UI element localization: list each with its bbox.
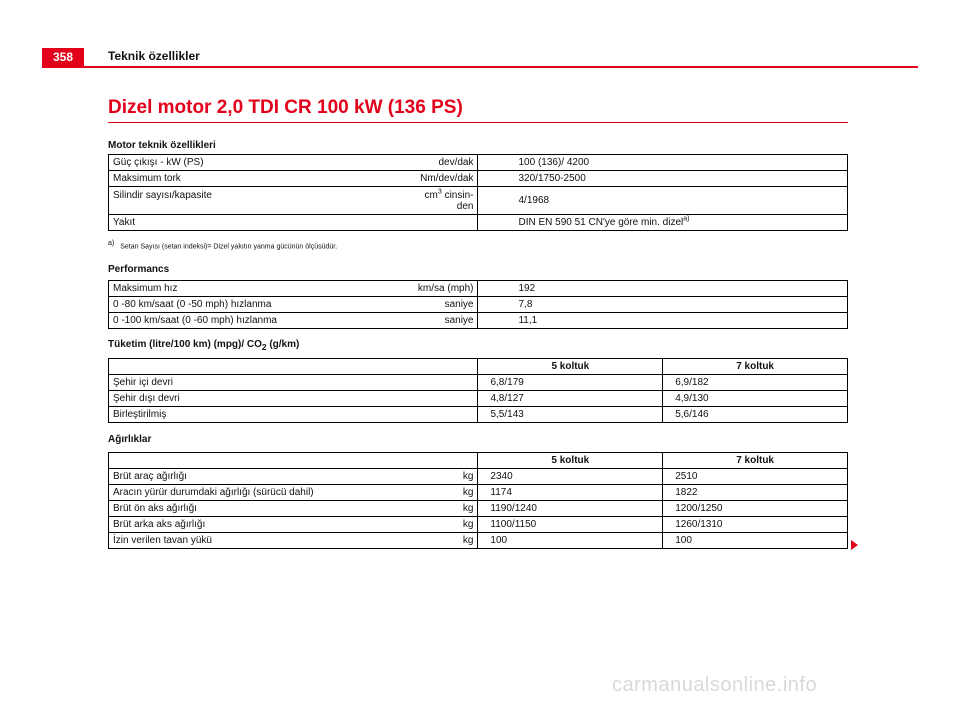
value-7-seats: 1200/1250 (663, 501, 848, 517)
row-label: 0 -100 km/saat (0 -60 mph) hızlanma (113, 315, 277, 326)
page-number: 358 (42, 48, 84, 67)
row-label: Şehir içi devri (109, 375, 478, 391)
value-7-seats: 2510 (663, 469, 848, 485)
cell-label (109, 533, 478, 549)
row-unit: km/sa (mph) (417, 283, 474, 294)
row-label: Brüt arka aks ağırlığı (113, 519, 206, 530)
row-value: 11,1 (478, 313, 848, 329)
cell-label (109, 215, 478, 231)
performance-heading: Performancs (108, 264, 170, 275)
row-label: Brüt araç ağırlığı (113, 471, 187, 482)
value-5-seats: 5,5/143 (478, 407, 663, 423)
page-title: Dizel motor 2,0 TDI CR 100 kW (136 PS) (108, 97, 463, 118)
table-row (109, 187, 848, 215)
row-label: Silindir sayısı/kapasite (113, 189, 212, 201)
consumption-heading: Tüketim (litre/100 km) (mpg)/ $CO_2$ (g/km) (108, 339, 300, 352)
table-row (109, 501, 848, 517)
table-row (109, 485, 848, 501)
value-5-seats: 2340 (478, 469, 663, 485)
table-row (109, 281, 848, 297)
row-unit: dev/dak (438, 157, 474, 168)
row-label: 0 -80 km/saat (0 -50 mph) hızlanma (113, 299, 272, 310)
row-value: 192 (478, 281, 848, 297)
performance-table (108, 280, 848, 329)
consumption-table (108, 358, 848, 423)
table-header-row (109, 359, 848, 375)
table-row (109, 533, 848, 549)
col-header-5-seats: 5 koltuk (478, 453, 663, 469)
row-label: Aracın yürür durumdaki ağırlığı (sürücü dahil) (113, 487, 314, 498)
value-5-seats: 100 (478, 533, 663, 549)
row-unit: $cm^3$ cinsin- den (424, 188, 474, 212)
row-label: Birleştirilmiş (109, 407, 478, 423)
value-5-seats: 1190/1240 (478, 501, 663, 517)
cell-label (109, 469, 478, 485)
row-unit: Nm/dev/dak (420, 173, 474, 184)
cell-label (109, 171, 478, 187)
row-label: Şehir dışı devri (109, 391, 478, 407)
row-value: 4/1968 (478, 187, 848, 215)
row-value: 320/1750-2500 (478, 171, 848, 187)
row-value: 7,8 (478, 297, 848, 313)
cell-label (109, 485, 478, 501)
value-5-seats: 6,8/179 (478, 375, 663, 391)
footnote-mark: a) (108, 240, 115, 247)
cell-label (109, 313, 478, 329)
row-value: DIN EN 590 51 CN'ye göre min. dizel$^{a)}$ (478, 215, 848, 231)
cell-label (109, 155, 478, 171)
table-row (109, 391, 848, 407)
table-row (109, 375, 848, 391)
table-row (109, 297, 848, 313)
header-title: Teknik özellikler (108, 49, 200, 63)
row-label: Brüt ön aks ağırlığı (113, 503, 197, 514)
row-unit: kg (462, 519, 474, 530)
row-label: Maksimum tork (113, 173, 181, 184)
value-5-seats: 4,8/127 (478, 391, 663, 407)
cell-label (109, 187, 478, 215)
row-label: İzin verilen tavan yükü (113, 535, 212, 546)
footnote-text: Setan Sayısı (setan indeksi)= Dizel yakıtın yanma gücünün ölçüsüdür. (120, 243, 338, 251)
engine-heading: Motor teknik özellikleri (108, 140, 216, 151)
table-row (109, 517, 848, 533)
value-7-seats: 4,9/130 (663, 391, 848, 407)
row-unit: kg (462, 535, 474, 546)
row-label: Maksimum hız (113, 283, 178, 294)
row-unit: kg (462, 503, 474, 514)
table-header-row (109, 453, 848, 469)
footnote (108, 240, 337, 250)
row-value: 100 (136)/ 4200 (478, 155, 848, 171)
col-header-7-seats: 7 koltuk (663, 453, 848, 469)
row-label: Yakıt (113, 217, 136, 228)
triangle-right-icon (851, 540, 858, 550)
value-7-seats: 5,6/146 (663, 407, 848, 423)
col-header-5-seats: 5 koltuk (478, 359, 663, 375)
table-row (109, 155, 848, 171)
value-5-seats: 1100/1150 (478, 517, 663, 533)
col-header-7-seats: 7 koltuk (663, 359, 848, 375)
row-unit: saniye (444, 315, 474, 326)
table-row (109, 215, 848, 231)
table-row (109, 313, 848, 329)
title-rule (108, 122, 848, 123)
cell-label (109, 281, 478, 297)
row-unit: kg (462, 471, 474, 482)
value-7-seats: 1260/1310 (663, 517, 848, 533)
value-7-seats: 1822 (663, 485, 848, 501)
table-row (109, 407, 848, 423)
engine-table (108, 154, 848, 231)
cell-label (109, 297, 478, 313)
cell-label (109, 517, 478, 533)
value-7-seats: 100 (663, 533, 848, 549)
weights-table (108, 452, 848, 549)
header-rule (42, 66, 918, 68)
weights-heading: Ağırlıklar (108, 434, 152, 445)
header-empty (109, 453, 478, 469)
row-label: Güç çıkışı - kW (PS) (113, 157, 204, 168)
row-unit: saniye (444, 299, 474, 310)
header-empty (109, 359, 478, 375)
cell-label (109, 501, 478, 517)
table-row (109, 171, 848, 187)
watermark: carmanualsonline.info (612, 674, 818, 696)
table-row (109, 469, 848, 485)
row-unit: kg (462, 487, 474, 498)
value-5-seats: 1174 (478, 485, 663, 501)
value-7-seats: 6,9/182 (663, 375, 848, 391)
